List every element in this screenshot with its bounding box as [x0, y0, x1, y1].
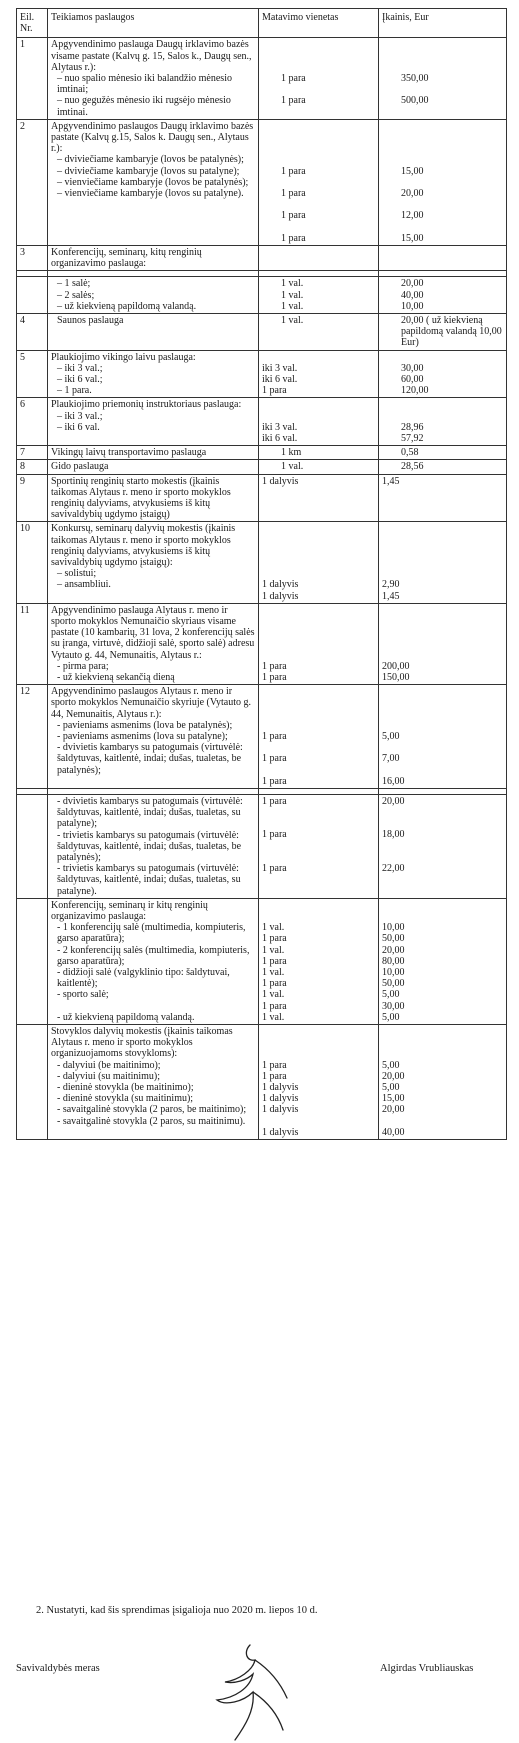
price-value: 28,96 — [401, 421, 424, 433]
header-service: Teikiamos paslaugos — [48, 9, 259, 38]
row-nr: 4 — [17, 313, 48, 350]
unit-value: 1 para — [262, 978, 287, 990]
unit-value: 1 dalyvis — [262, 579, 299, 591]
price-value: 5,00 — [382, 989, 400, 1001]
price-value: 57,92 — [401, 432, 424, 444]
price-value: 120,00 — [401, 385, 429, 397]
service-cell — [48, 474, 259, 522]
price-value: 0,58 — [401, 447, 419, 459]
table-row — [17, 1024, 507, 1139]
unit-value: 1 dalyvis — [262, 1081, 299, 1093]
table-row — [17, 522, 507, 603]
service-item: - pavieniams asmenims (lova be patalynės); — [57, 719, 233, 731]
service-item: - 2 konferencijų salės (multimedia, kompiuteris, garso aparatūra); — [57, 944, 250, 967]
service-item: - dieninė stovykla (su maitinimu); — [57, 1093, 194, 1105]
unit-value: 1 para — [262, 829, 287, 841]
service-text: Stovyklos dalyvių mokestis (įkainis taikomas Alytaus r. meno ir sporto mokyklos organizuojamoms stovykloms): — [51, 1025, 233, 1060]
service-item: - trivietis kambarys su patogumais (virtuvėlė: šaldytuvas, kaitlentė, indai; dušas, tualetas, be patalynės); — [57, 829, 242, 863]
unit-value: 1 para — [262, 795, 287, 807]
service-text: Vikingų laivų transportavimo paslauga — [51, 447, 207, 459]
service-cell — [48, 898, 259, 1024]
service-item: – 2 salės; — [57, 289, 95, 301]
unit-value: 1 val. — [262, 966, 285, 978]
price-cell — [379, 245, 507, 270]
unit-cell — [259, 794, 379, 898]
unit-value: 1 val. — [281, 300, 304, 312]
row-nr — [17, 794, 48, 898]
price-cell — [379, 313, 507, 350]
document — [16, 8, 506, 1140]
service-cell — [48, 522, 259, 603]
row-nr: 6 — [17, 398, 48, 446]
service-item: - dvivietis kambarys su patogumais (virtuvėlė: šaldytuvas, kaitlentė, indai; dušas, tualetas, be patalynės); — [57, 742, 243, 776]
price-cell — [379, 794, 507, 898]
service-text: Konferencijų, seminarų ir kitų renginių organizavimo paslauga: — [51, 899, 208, 922]
unit-cell — [259, 1024, 379, 1139]
price-value: 200,00 — [382, 660, 410, 672]
service-text: Konferencijų, seminarų, kitų renginių organizavimo paslauga: — [51, 246, 202, 270]
unit-value: 1 para — [281, 187, 306, 199]
unit-value: 1 para — [262, 385, 287, 397]
price-value: 20,00 — [382, 944, 405, 956]
price-value: 10,00 — [382, 922, 405, 934]
unit-cell — [259, 350, 379, 398]
decision-paragraph: 2. Nustatyti, kad šis sprendimas įsigalioja nuo 2020 m. liepos 10 d. — [36, 1605, 318, 1616]
price-table — [16, 8, 507, 1140]
service-item: – už kiekvieną papildomą valandą. — [57, 300, 197, 312]
price-cell — [379, 38, 507, 119]
table-row — [17, 245, 507, 270]
table-row — [17, 119, 507, 245]
unit-value: iki 6 val. — [262, 432, 298, 444]
unit-cell — [259, 277, 379, 314]
price-value: 30,00 — [401, 362, 424, 374]
unit-value: 1 para — [281, 232, 306, 244]
row-nr: 10 — [17, 522, 48, 603]
price-value: 15,00 — [401, 165, 424, 177]
unit-cell — [259, 119, 379, 245]
service-item: - už kiekvieną papildomą valandą. — [57, 1011, 195, 1023]
service-cell — [48, 446, 259, 460]
row-nr — [17, 277, 48, 314]
row-nr — [17, 898, 48, 1024]
table-header-row — [17, 9, 507, 38]
unit-value: 1 para — [281, 210, 306, 222]
unit-value: 1 para — [262, 671, 287, 683]
table-row — [17, 460, 507, 474]
price-value: 5,00 — [382, 1011, 400, 1023]
price-cell — [379, 898, 507, 1024]
price-value: 20,00 — [382, 1070, 405, 1082]
price-value: 15,00 — [382, 1093, 405, 1105]
unit-value: 1 dalyvis — [262, 475, 299, 487]
service-item: - dalyviui (be maitinimo); — [57, 1059, 161, 1071]
row-nr: 3 — [17, 245, 48, 270]
service-cell — [48, 603, 259, 684]
unit-value: iki 6 val. — [262, 373, 298, 385]
price-value: 22,00 — [382, 863, 405, 875]
unit-value: 1 dalyvis — [262, 1126, 299, 1138]
header-nr: Eil. Nr. — [17, 9, 48, 38]
unit-value: 1 para — [262, 753, 287, 765]
price-cell — [379, 398, 507, 446]
table-row — [17, 446, 507, 460]
service-item: - trivietis kambarys su patogumais (virtuvėlė: šaldytuvas, kaitlentė, indai; dušas, tualetas, su patalyne). — [57, 863, 241, 897]
price-cell — [379, 277, 507, 314]
table-row — [17, 794, 507, 898]
price-value: 40,00 — [401, 289, 424, 301]
table-row — [17, 398, 507, 446]
price-value: 10,00 — [401, 300, 424, 312]
table-row — [17, 603, 507, 684]
unit-value: 1 para — [262, 1070, 287, 1082]
price-value: 16,00 — [382, 775, 405, 787]
table-row — [17, 685, 507, 789]
service-item: – solistui; — [57, 568, 97, 580]
price-value: 50,00 — [382, 933, 405, 945]
unit-value: 1 val. — [281, 461, 304, 473]
unit-value: 1 para — [281, 165, 306, 177]
row-nr: 12 — [17, 685, 48, 789]
service-item: - pavieniams asmenims (lova su patalyne); — [57, 730, 228, 742]
price-value: 30,00 — [382, 1000, 405, 1012]
price-cell — [379, 460, 507, 474]
price-value: 50,00 — [382, 978, 405, 990]
price-value: 5,00 — [382, 730, 400, 742]
price-value: 10,00 — [382, 966, 405, 978]
row-nr: 1 — [17, 38, 48, 119]
service-item: – iki 3 val.; — [57, 410, 103, 422]
unit-value: iki 3 val. — [262, 362, 298, 374]
unit-value: 1 para — [262, 1000, 287, 1012]
table-row — [17, 313, 507, 350]
service-item: - dieninė stovykla (be maitinimo); — [57, 1081, 194, 1093]
service-item: - už kiekvieną sekančią dieną — [57, 671, 175, 683]
unit-value: 1 para — [262, 1059, 287, 1071]
price-cell — [379, 1024, 507, 1139]
unit-value: 1 para — [262, 955, 287, 967]
row-nr: 5 — [17, 350, 48, 398]
service-item: - sporto salė; — [57, 989, 109, 1001]
price-value: 1,45 — [382, 590, 400, 602]
service-item: – nuo spalio mėnesio iki balandžio mėnesio imtinai; — [57, 73, 232, 96]
service-item: – dviviečiame kambaryje (lovos be patalynės); — [57, 154, 244, 166]
service-item: – dviviečiame kambaryje (lovos su patalyne); — [57, 165, 240, 177]
unit-value: 1 para — [262, 933, 287, 945]
service-text: Plaukiojimo vikingo laivu paslauga: — [51, 351, 196, 363]
price-value: 20,00 — [382, 1104, 405, 1116]
price-cell — [379, 119, 507, 245]
price-value: 18,00 — [382, 829, 405, 841]
unit-cell — [259, 38, 379, 119]
unit-value: 1 val. — [262, 922, 285, 934]
unit-value: 1 para — [262, 863, 287, 875]
price-value: 20,00 ( už kiekvieną papildomą valandą 10,00 Eur) — [401, 314, 502, 349]
mayor-name: Algirdas Vrubliauskas — [380, 1663, 474, 1674]
price-value: 1,45 — [382, 475, 400, 487]
unit-value: 1 para — [281, 95, 306, 107]
unit-cell — [259, 603, 379, 684]
service-text: Apgyvendinimo paslauga Alytaus r. meno ir sporto mokyklos Nemunaičio skyriaus visame pastate (10 kambarių, 31 lova, 2 konferencijų salės su įranga, virtuvė, didžioji salė, sporto salė) adresu Vytauto g. 44, Nemunaitis, Alytaus r.: — [51, 604, 255, 661]
unit-value: 1 val. — [262, 1011, 285, 1023]
unit-value: 1 km — [281, 447, 302, 459]
service-text: Apgyvendinimo paslaugos Daugų irklavimo bazės pastate (Kalvų g.15, Salos k. Daugų sen., Alytaus r.): — [51, 120, 254, 155]
row-nr: 7 — [17, 446, 48, 460]
table-row — [17, 474, 507, 522]
service-text: Saunos paslauga — [57, 314, 124, 326]
price-value: 20,00 — [401, 278, 424, 290]
service-cell — [48, 1024, 259, 1139]
price-cell — [379, 603, 507, 684]
price-cell — [379, 522, 507, 603]
price-value: 80,00 — [382, 955, 405, 967]
service-item: – iki 6 val. — [57, 421, 100, 433]
service-item: - dvivietis kambarys su patogumais (virtuvėlė: šaldytuvas, kaitlentė, indai; dušas, tualetas, su patalyne); — [57, 795, 243, 830]
price-value: 7,00 — [382, 753, 400, 765]
service-item: – vienviečiame kambaryje (lovos be patalynės); — [57, 176, 249, 188]
service-item: - pirma para; — [57, 660, 109, 672]
service-item: - savaitgalinė stovykla (2 paros, su maitinimu). — [57, 1115, 246, 1127]
unit-cell — [259, 898, 379, 1024]
service-item: - savaitgalinė stovykla (2 paros, be maitinimo); — [57, 1104, 247, 1116]
table-row — [17, 898, 507, 1024]
service-item: - 1 konferencijų salė (multimedia, kompiuteris, garso aparatūra); — [57, 922, 246, 945]
unit-cell — [259, 460, 379, 474]
service-cell — [48, 685, 259, 789]
price-value: 12,00 — [401, 210, 424, 222]
price-value: 40,00 — [382, 1126, 405, 1138]
service-item: – 1 para. — [57, 385, 92, 397]
unit-value: 1 val. — [262, 989, 285, 1001]
price-value: 150,00 — [382, 671, 410, 683]
unit-cell — [259, 522, 379, 603]
price-value: 5,00 — [382, 1059, 400, 1071]
row-nr: 11 — [17, 603, 48, 684]
mayor-title: Savivaldybės meras — [16, 1663, 100, 1674]
service-cell — [48, 460, 259, 474]
service-text: Sportinių renginių starto mokestis (įkainis taikomas Alytaus r. meno ir sporto mokyklos renginių dalyviams, atvykusiems iš kitų savivaldybių ugdymo įstaigų) — [51, 475, 231, 521]
row-nr — [17, 1024, 48, 1139]
unit-value: iki 3 val. — [262, 421, 298, 433]
unit-value: 1 val. — [281, 289, 304, 301]
table-row — [17, 38, 507, 119]
service-cell — [48, 794, 259, 898]
unit-value: 1 para — [262, 730, 287, 742]
service-cell — [48, 398, 259, 446]
service-text: Plaukiojimo priemonių instruktoriaus paslauga: — [51, 399, 242, 411]
service-cell — [48, 119, 259, 245]
service-item: - didžioji salė (valgyklinio tipo: šaldytuvai, kaitlentė); — [57, 966, 230, 990]
unit-value: 1 para — [262, 660, 287, 672]
service-item: – 1 salė; — [57, 278, 91, 290]
unit-value: 1 para — [281, 72, 306, 84]
unit-value: 1 val. — [262, 944, 285, 956]
price-value: 5,00 — [382, 1081, 400, 1093]
price-cell — [379, 350, 507, 398]
row-nr: 2 — [17, 119, 48, 245]
row-nr: 8 — [17, 460, 48, 474]
unit-value: 1 para — [262, 775, 287, 787]
service-cell — [48, 277, 259, 314]
unit-value: 1 dalyvis — [262, 590, 299, 602]
price-value: 350,00 — [401, 72, 429, 84]
unit-cell — [259, 446, 379, 460]
row-nr: 9 — [17, 474, 48, 522]
unit-cell — [259, 313, 379, 350]
header-price: Įkainis, Eur — [379, 9, 507, 38]
unit-cell — [259, 245, 379, 270]
service-item: – iki 3 val.; — [57, 362, 103, 374]
price-cell — [379, 474, 507, 522]
price-value: 20,00 — [382, 795, 405, 807]
price-cell — [379, 685, 507, 789]
service-cell — [48, 350, 259, 398]
table-row — [17, 277, 507, 314]
price-value: 500,00 — [401, 95, 429, 107]
unit-cell — [259, 474, 379, 522]
service-text: Apgyvendinimo paslauga Daugų irklavimo bazės visame pastate (Kalvų g. 15, Salos k., Daugų sen., Alytaus r.): — [51, 39, 252, 73]
service-item: – iki 6 val.; — [57, 373, 103, 385]
service-cell — [48, 38, 259, 119]
service-item: – vienviečiame kambaryje (lovos su patalyne). — [57, 188, 244, 200]
service-item: – nuo gegužės mėnesio iki rugsėjo mėnesio imtinai. — [57, 95, 231, 118]
service-text: Gido paslauga — [51, 461, 109, 473]
unit-value: 1 dalyvis — [262, 1093, 299, 1105]
service-item: - dalyviui (su maitinimu); — [57, 1070, 161, 1082]
price-value: 60,00 — [401, 373, 424, 385]
service-item: – ansambliui. — [57, 579, 111, 591]
service-text: Konkursų, seminarų dalyvių mokestis (įkainis taikomas Alytaus r. meno ir sporto mokyklos renginių dalyviams, atvykusiems iš kitų savivaldybių ugdymo įstaigų): — [51, 523, 236, 568]
service-text: Apgyvendinimo paslaugos Alytaus r. meno ir sporto mokyklos Nemunaičio skyriuje (Vytauto g. 44, Nemunaitis, Alytaus r.): — [51, 686, 251, 720]
table-row — [17, 350, 507, 398]
price-value: 2,90 — [382, 579, 400, 591]
price-value: 28,56 — [401, 461, 424, 473]
price-value: 20,00 — [401, 187, 424, 199]
service-cell — [48, 245, 259, 270]
unit-cell — [259, 398, 379, 446]
unit-value: 1 val. — [281, 314, 304, 326]
price-value: 15,00 — [401, 232, 424, 244]
unit-value: 1 val. — [281, 278, 304, 290]
service-cell — [48, 313, 259, 350]
signature-image — [195, 1640, 305, 1743]
header-unit: Matavimo vienetas — [259, 9, 379, 38]
unit-cell — [259, 685, 379, 789]
price-cell — [379, 446, 507, 460]
unit-value: 1 dalyvis — [262, 1104, 299, 1116]
